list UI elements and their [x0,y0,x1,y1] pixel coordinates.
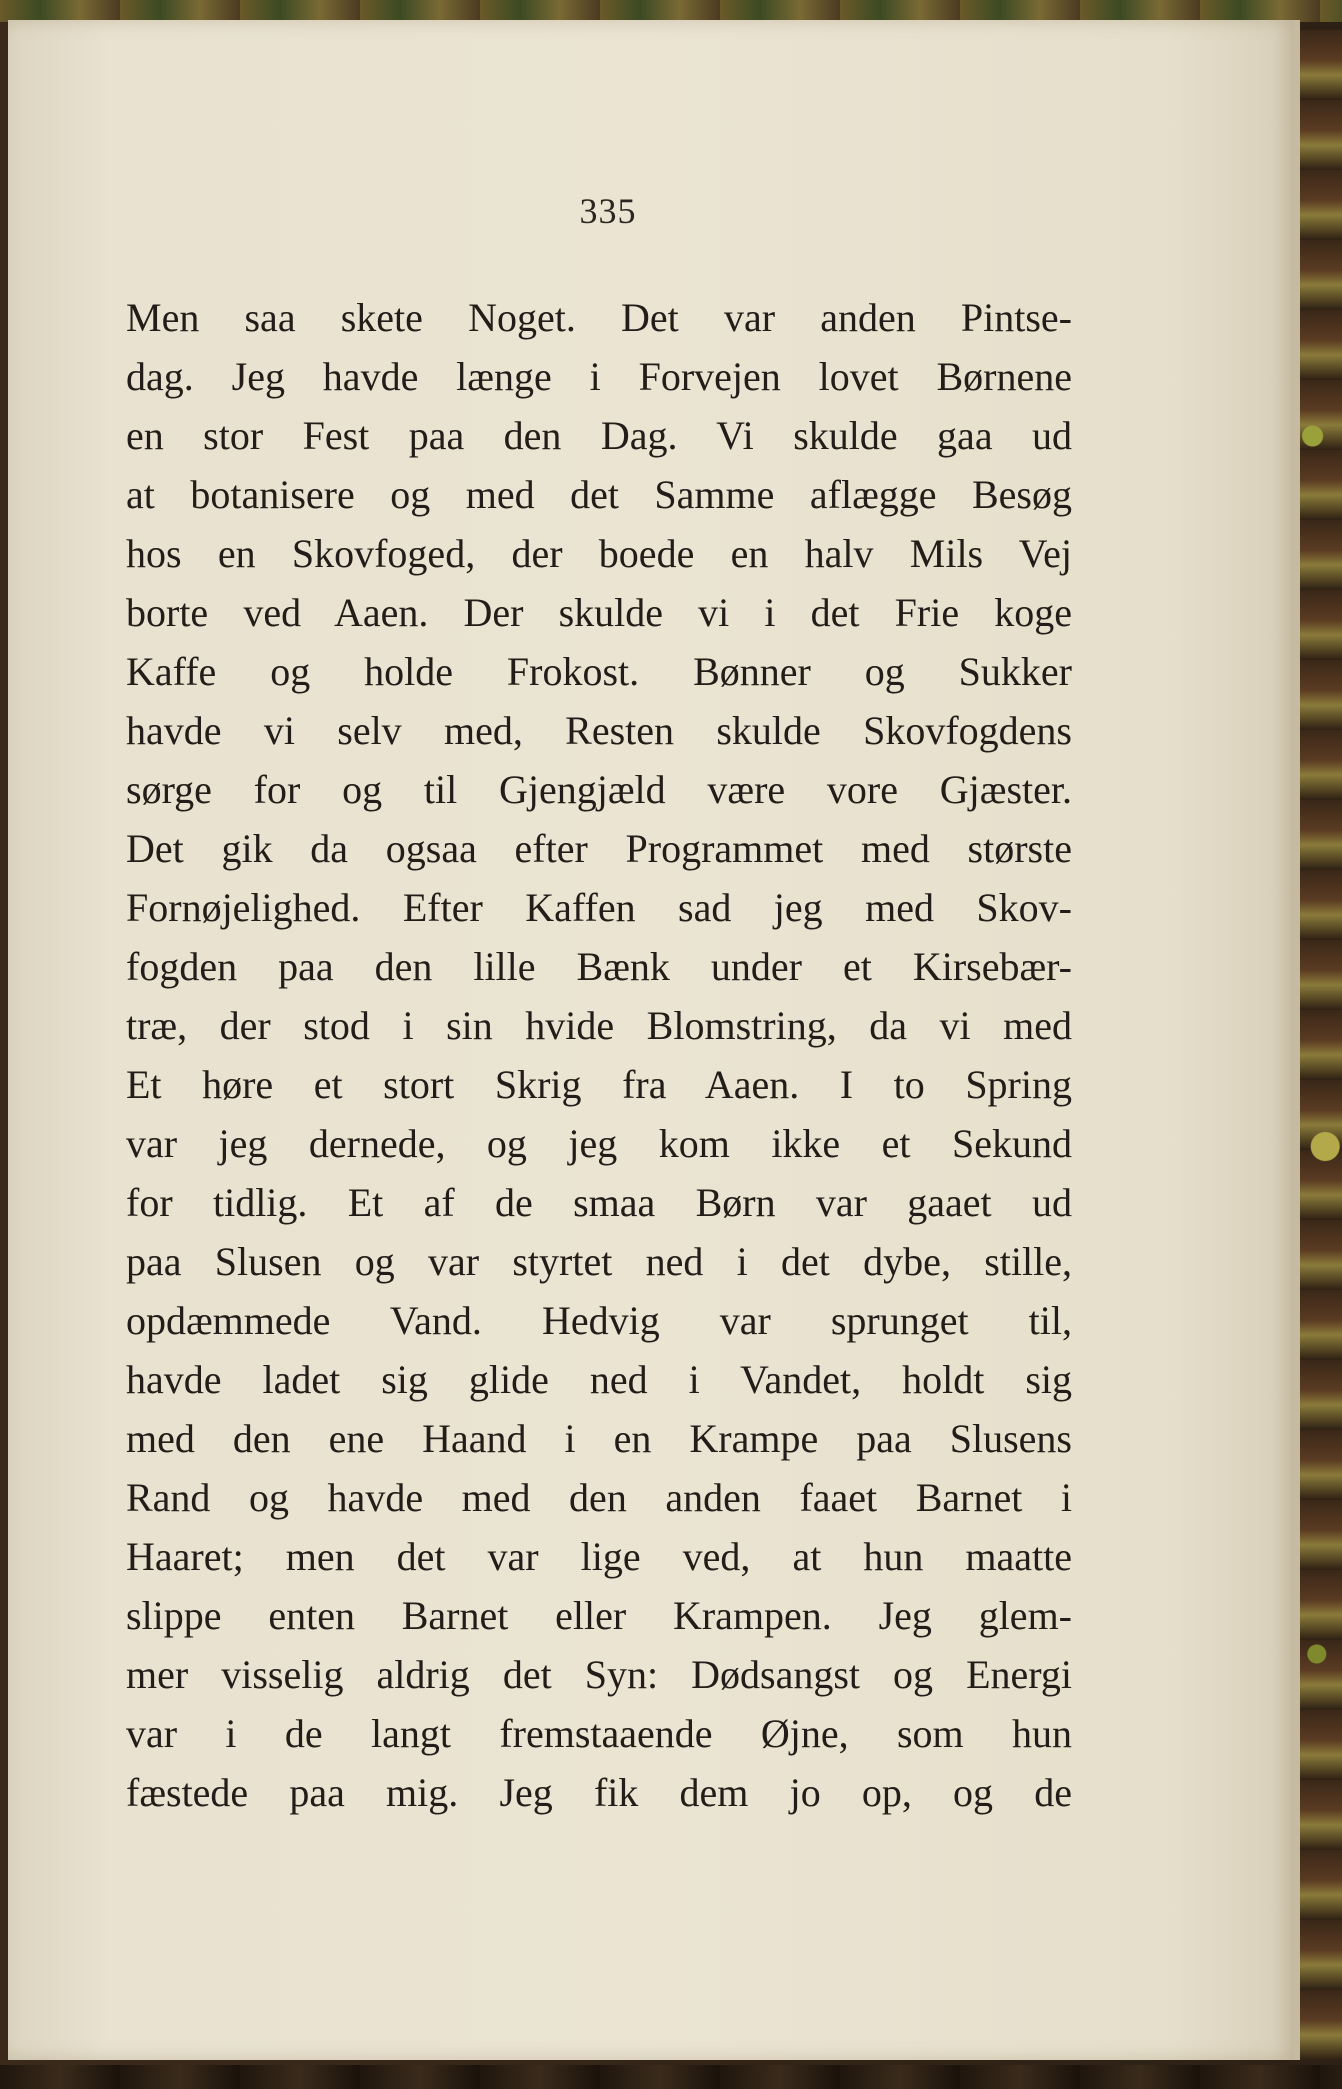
body-text [126,288,1072,1822]
text-line: en stor Fest paa den Dag. Vi skulde gaa ud [126,413,1072,458]
book-bottom-edge [0,2065,1342,2089]
text-line: var jeg dernede, og jeg kom ikke et Sekund [126,1121,1072,1166]
text-line: slippe enten Barnet eller Krampen. Jeg glem- [126,1593,1072,1638]
text-line: fogden paa den lille Bænk under et Kirsebær- [126,944,1072,989]
book-top-edge [0,0,1342,22]
text-line: mer visselig aldrig det Syn: Dødsangst og Energi [126,1652,1072,1697]
text-line: at botanisere og med det Samme aflægge Besøg [126,472,1072,517]
marbled-page-edge [1300,30,1342,2060]
book-page [8,20,1300,2060]
text-line: Fornøjelighed. Efter Kaffen sad jeg med Skov- [126,885,1072,930]
text-line: Rand og havde med den anden faaet Barnet i [126,1475,1072,1520]
text-line: træ, der stod i sin hvide Blomstring, da vi med [126,1003,1072,1048]
text-line: sørge for og til Gjengjæld være vore Gjæster. [126,767,1072,812]
text-line: hos en Skovfoged, der boede en halv Mils Vej [126,531,1072,576]
text-line: havde ladet sig glide ned i Vandet, holdt sig [126,1357,1072,1402]
text-line: dag. Jeg havde længe i Forvejen lovet Børnene [126,354,1072,399]
text-line: var i de langt fremstaaende Øjne, som hun [126,1711,1072,1756]
text-line: fæstede paa mig. Jeg fik dem jo op, og de [126,1770,1072,1815]
page-number: 335 [579,191,637,231]
text-line: opdæmmede Vand. Hedvig var sprunget til, [126,1298,1072,1343]
text-line: Et høre et stort Skrig fra Aaen. I to Spring [126,1062,1072,1107]
text-line: Men saa skete Noget. Det var anden Pintse- [126,295,1072,340]
text-line: med den ene Haand i en Krampe paa Slusens [126,1416,1072,1461]
text-line: Kaffe og holde Frokost. Bønner og Sukker [126,649,1072,694]
text-line: borte ved Aaen. Der skulde vi i det Frie koge [126,590,1072,635]
text-line: Haaret; men det var lige ved, at hun maatte [126,1534,1072,1579]
text-line: Det gik da ogsaa efter Programmet med største [126,826,1072,871]
text-line: havde vi selv med, Resten skulde Skovfogdens [126,708,1072,753]
text-line: paa Slusen og var styrtet ned i det dybe, stille, [126,1239,1072,1284]
text-line: for tidlig. Et af de smaa Børn var gaaet ud [126,1180,1072,1225]
